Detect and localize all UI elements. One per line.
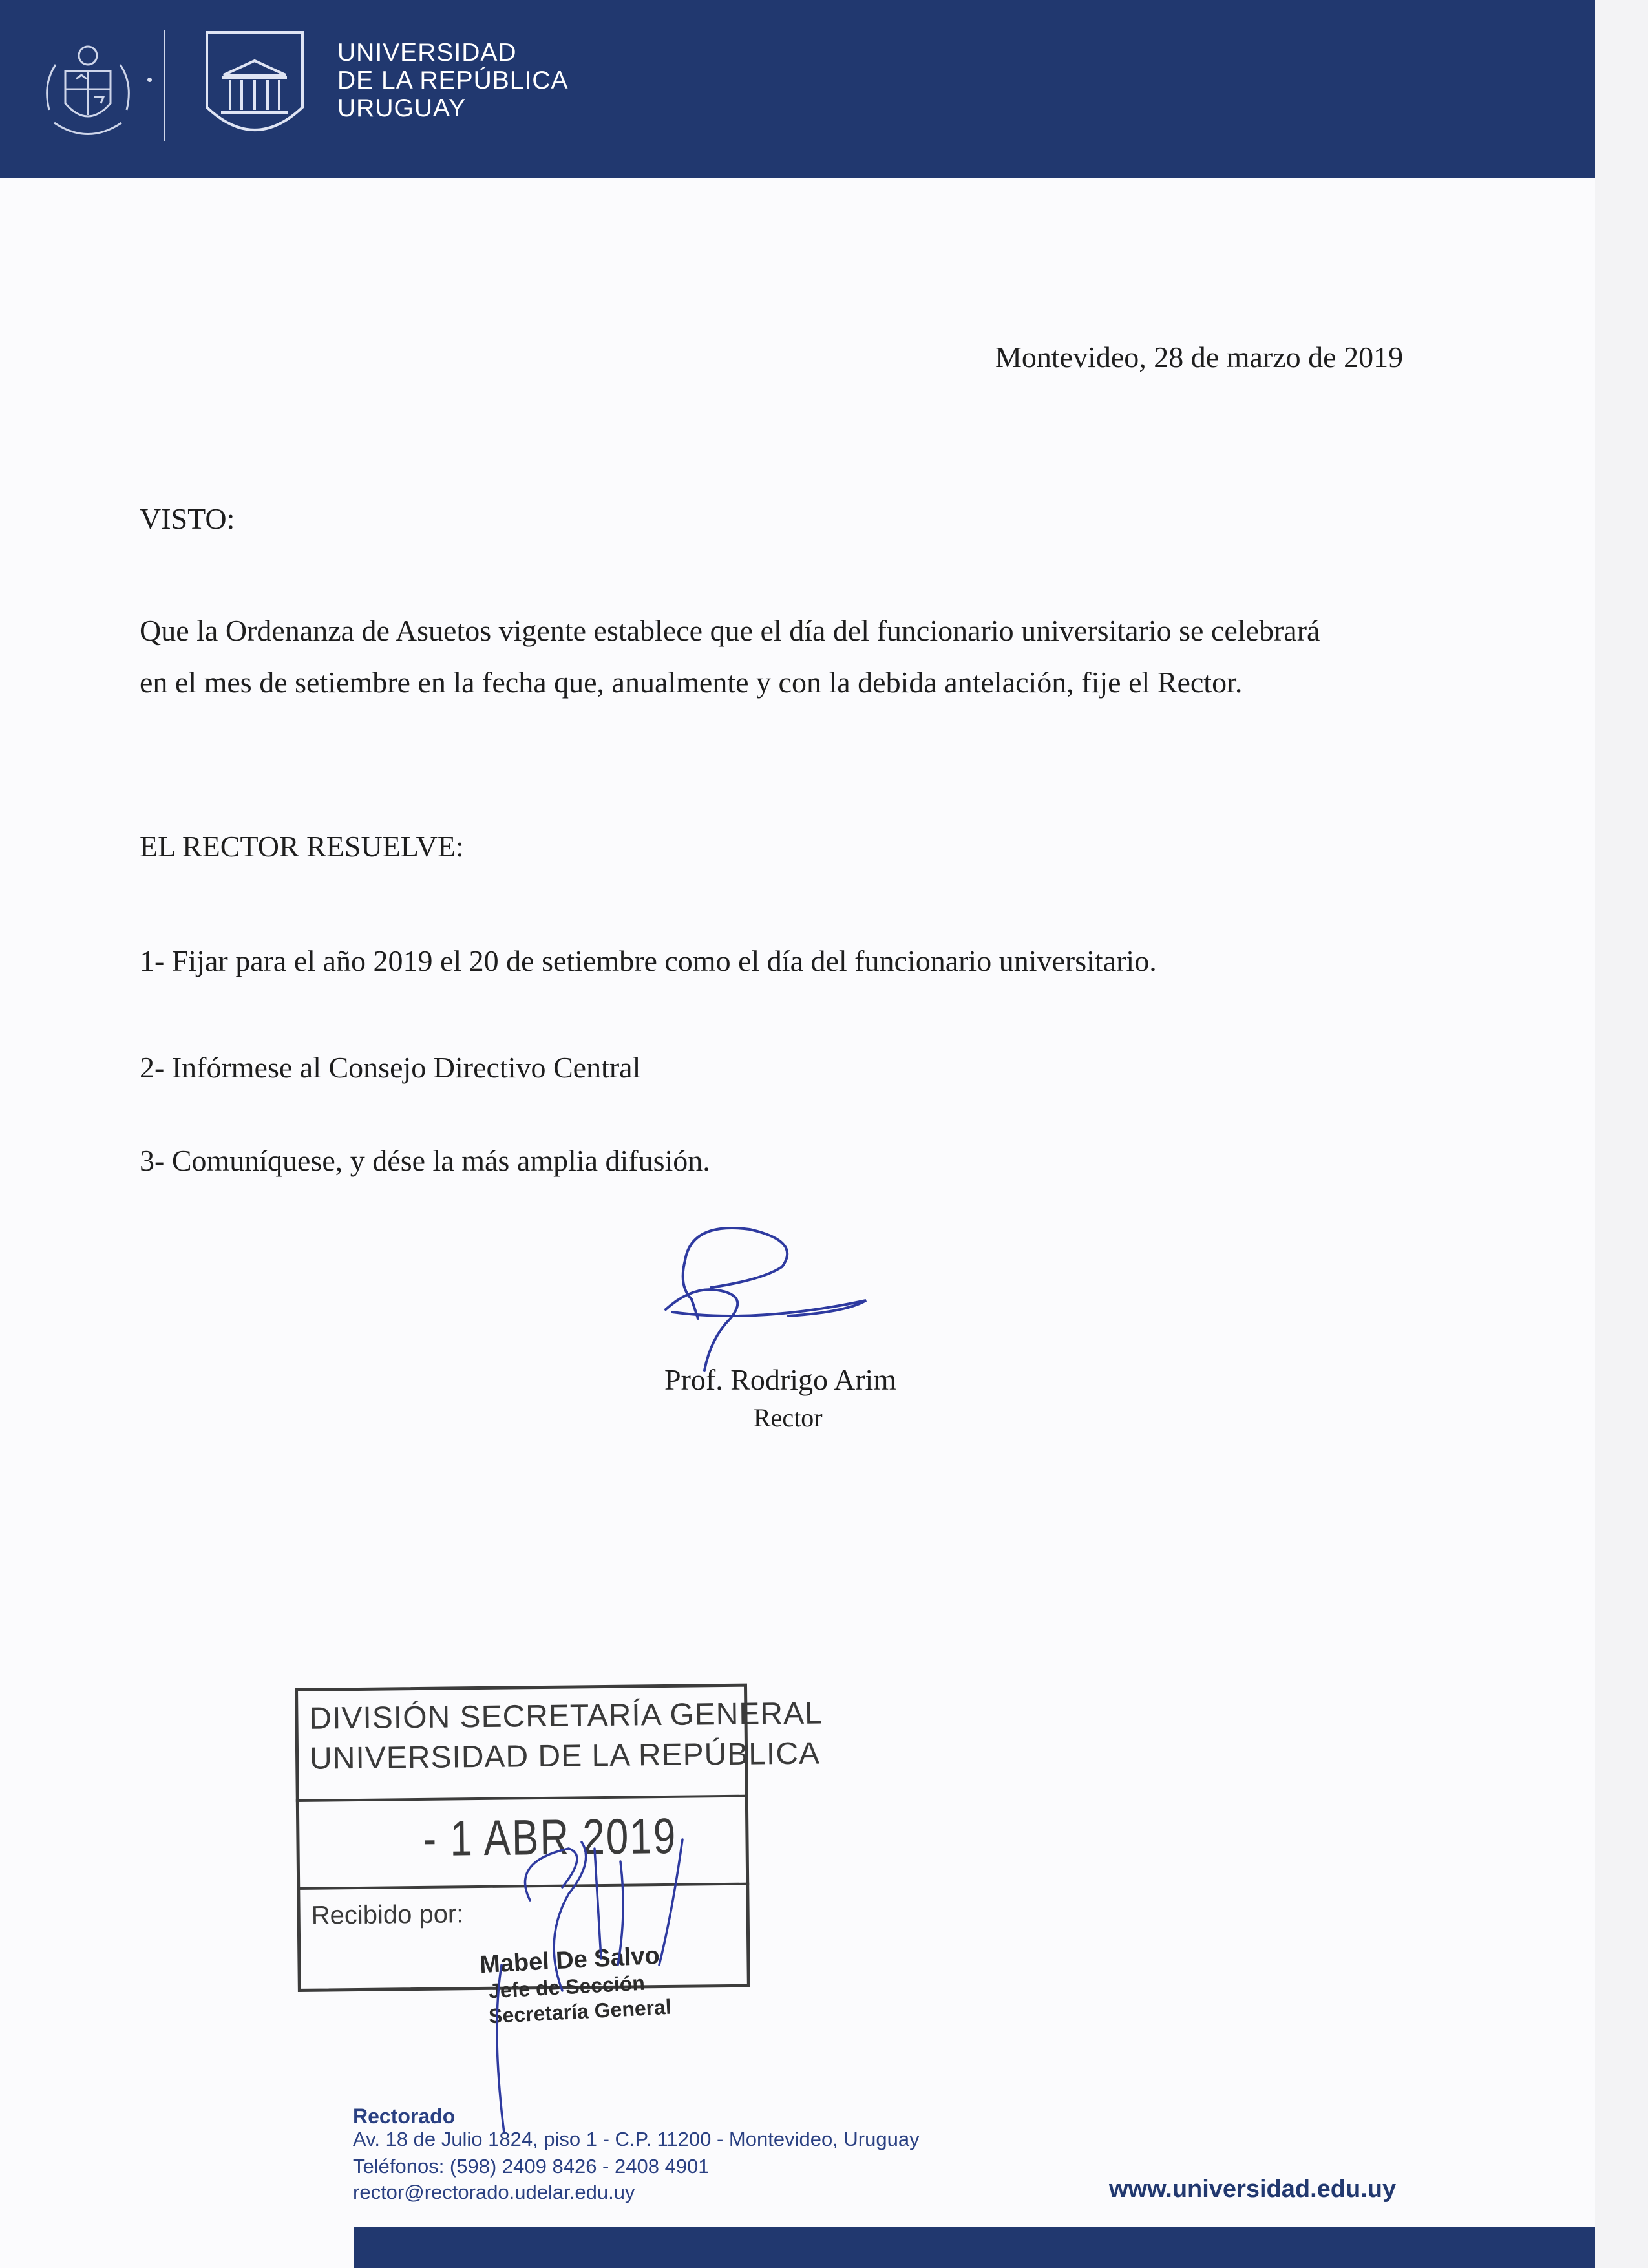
university-name <box>337 39 570 122</box>
paragraph-line: Que la Ordenanza de Asuetos vigente establece que el día del funcionario universitario se celebrará <box>140 614 1320 647</box>
resolution-item-2: 2- Infórmese al Consejo Directivo Central <box>140 1051 641 1084</box>
clerk-role: Jefe de Sección <box>488 1971 646 2003</box>
resolution-item-3: 3- Comuníquese, y dése la más amplia difusión. <box>140 1144 710 1177</box>
logo-separator-dot <box>147 78 152 82</box>
logo-divider <box>164 30 165 141</box>
letter-date: Montevideo, 28 de marzo de 2019 <box>995 341 1404 374</box>
coat-of-arms-icon <box>30 32 146 149</box>
signer-name: Prof. Rodrigo Arim <box>664 1363 897 1396</box>
scan-margin <box>1595 0 1648 2268</box>
clerk-department: Secretaría General <box>488 1995 672 2028</box>
footer-office: Rectorado <box>353 2104 456 2128</box>
paragraph-line: en el mes de setiembre en la fecha que, anualmente y con la debida antelación, fije el Rector. <box>140 666 1243 699</box>
footer-band <box>354 2227 1595 2268</box>
university-name-line: UNIVERSIDAD <box>337 39 517 67</box>
footer-address: Av. 18 de Julio 1824, piso 1 - C.P. 11200 - Montevideo, Uruguay <box>353 2128 920 2150</box>
university-building-logo-icon <box>204 30 305 140</box>
stamp-received-label: Recibido por: <box>311 1900 464 1930</box>
resuelve-heading: EL RECTOR RESUELVE: <box>140 830 464 863</box>
footer-website-link[interactable]: www.universidad.edu.uy <box>1109 2176 1397 2203</box>
rector-signature <box>653 1215 885 1383</box>
footer-email[interactable]: rector@rectorado.udelar.edu.uy <box>353 2181 635 2203</box>
stamp-date: - 1 ABR 2019 <box>423 1808 677 1867</box>
stamp-university: UNIVERSIDAD DE LA REPÚBLICA <box>309 1736 821 1776</box>
visto-paragraph <box>140 605 1320 708</box>
university-name-line: URUGUAY <box>337 94 467 122</box>
footer-phones: Teléfonos: (598) 2409 8426 - 2408 4901 <box>353 2155 710 2178</box>
resolution-item-1: 1- Fijar para el año 2019 el 20 de setiembre como el día del funcionario universitario. <box>140 944 1157 977</box>
signer-title: Rector <box>754 1403 823 1432</box>
university-name-line: DE LA REPÚBLICA <box>337 67 569 94</box>
clerk-signature <box>465 1836 704 2139</box>
visto-heading: VISTO: <box>140 502 235 535</box>
stamp-division: DIVISIÓN SECRETARÍA GENERAL <box>309 1696 823 1736</box>
clerk-name: Mabel De Salvo <box>479 1942 660 1979</box>
